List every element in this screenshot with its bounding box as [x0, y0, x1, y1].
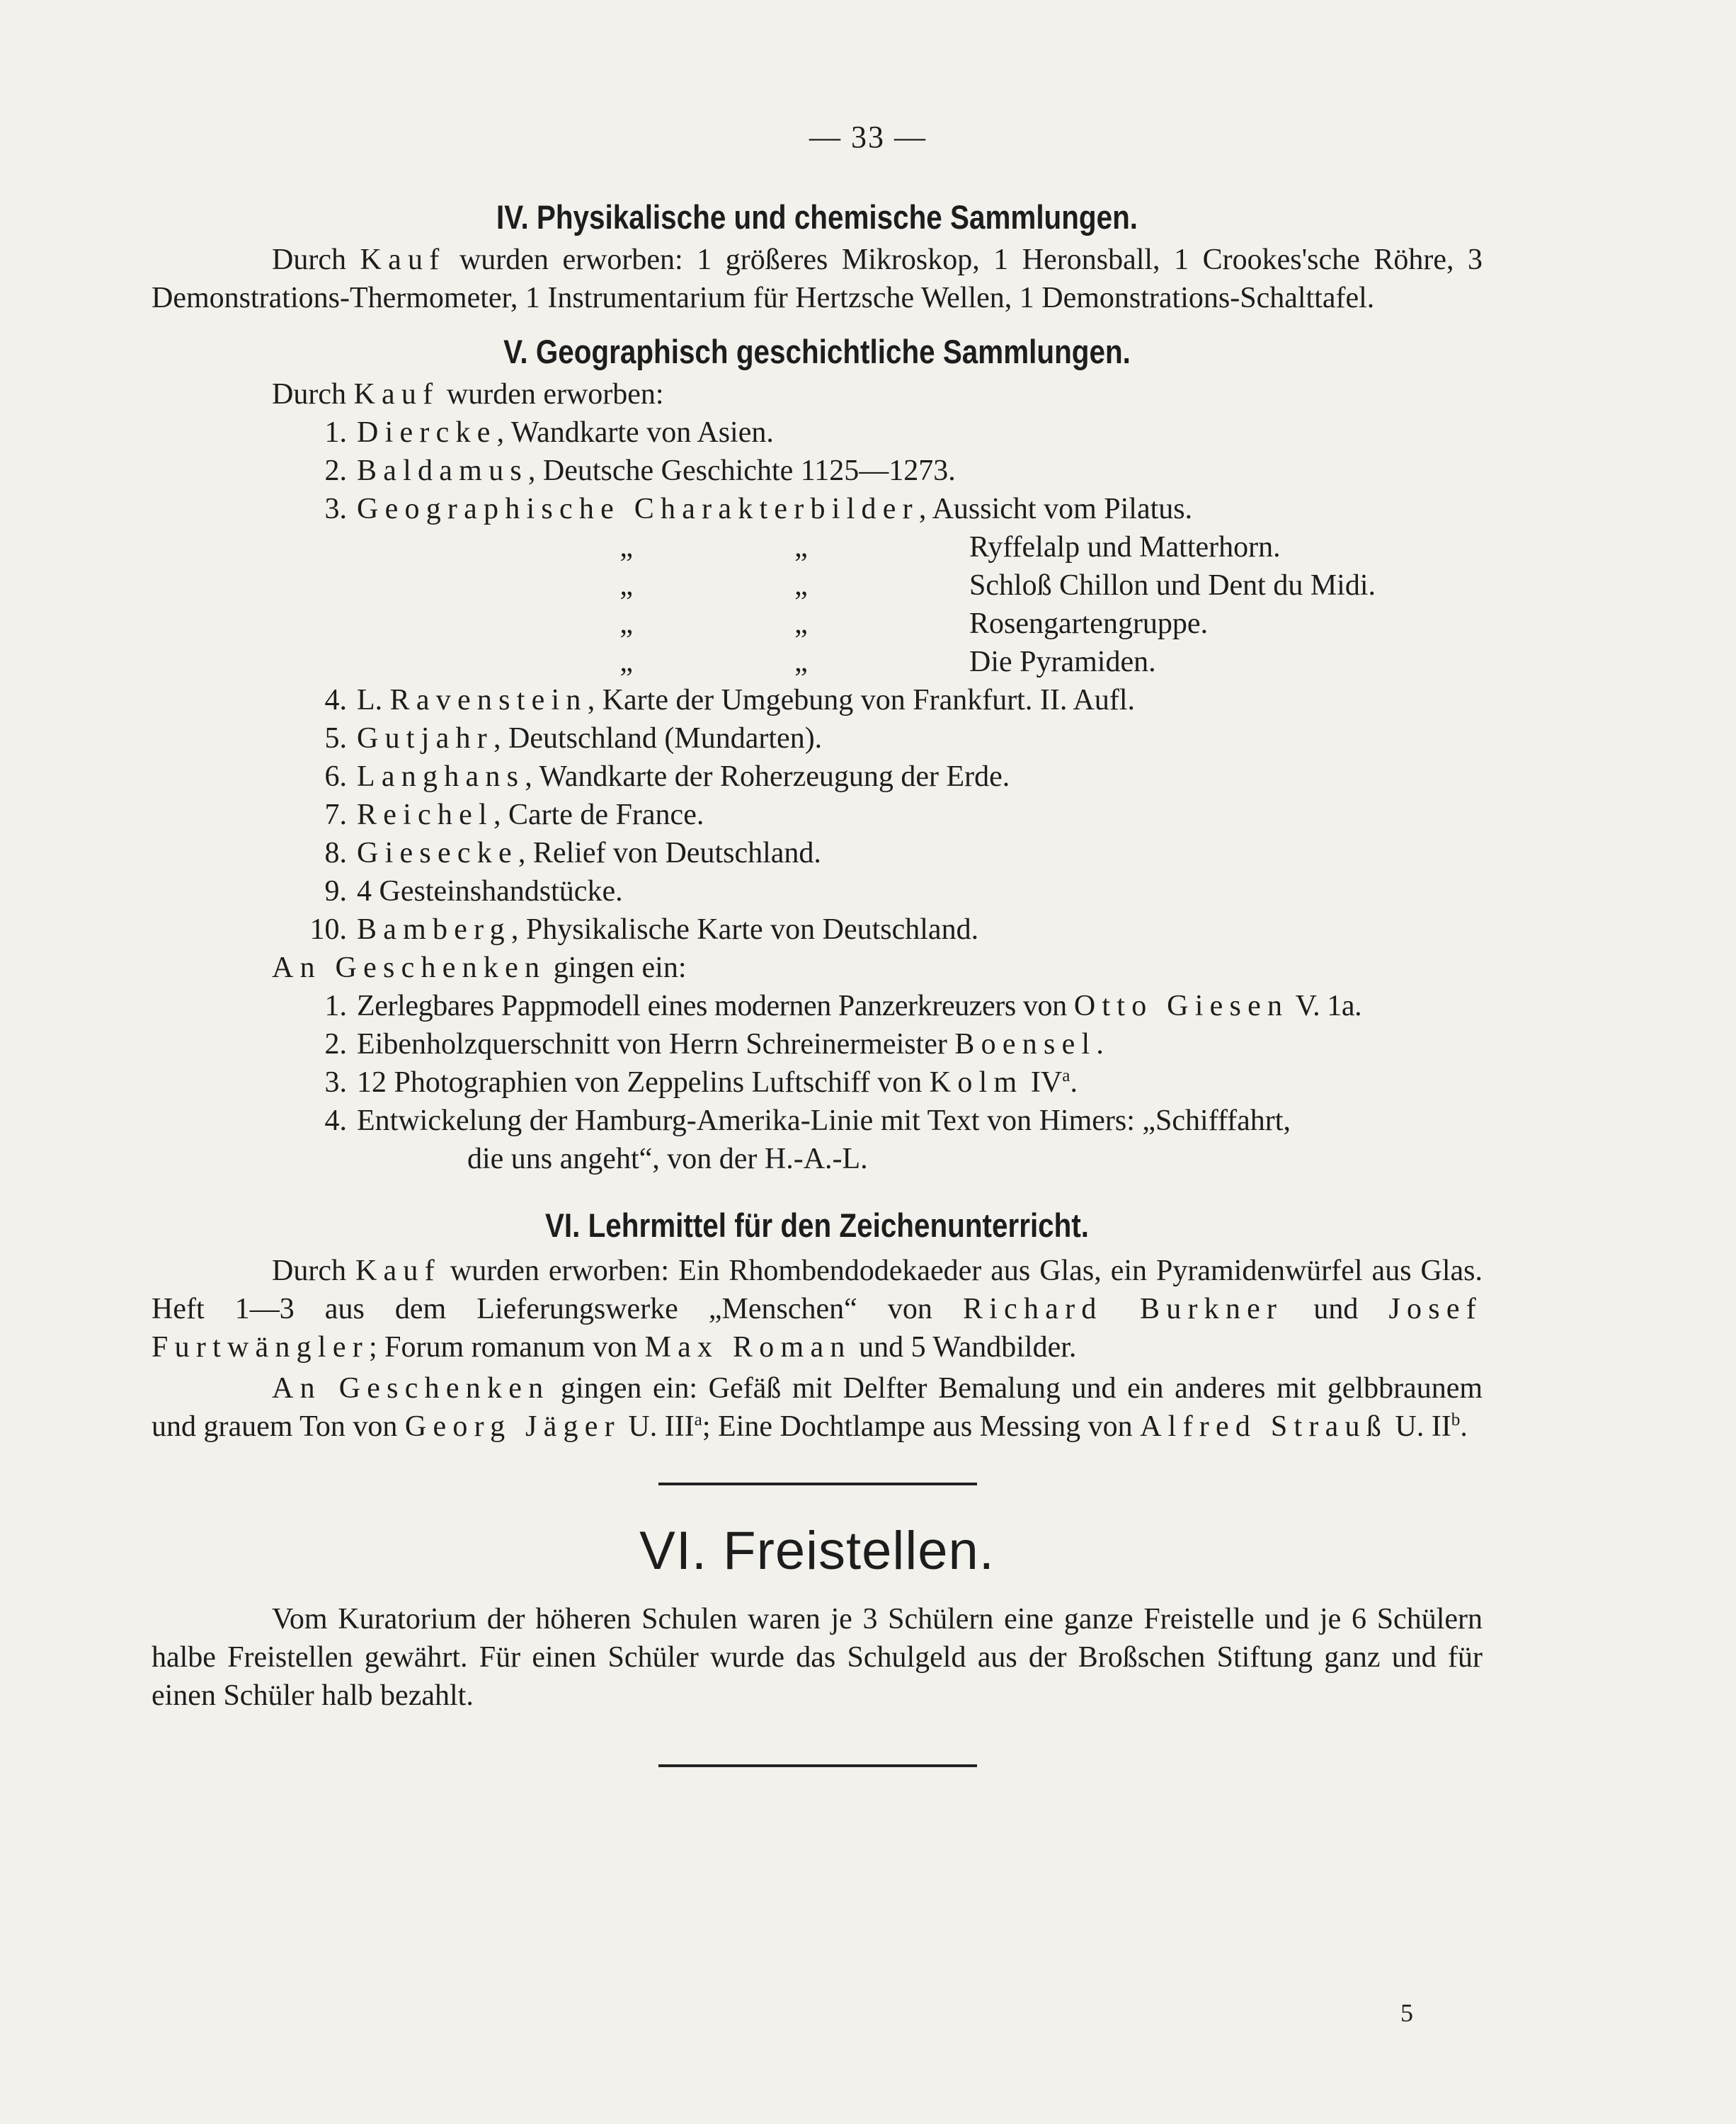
ditto-text: Schloß Chillon und Dent du Midi.: [969, 569, 1376, 602]
list-item: [152, 987, 1483, 1025]
item-text: Zerlegbares Pappmodell eines modernen Panzerkreuzers von: [357, 990, 1074, 1022]
intro-word: Durch: [272, 378, 346, 411]
item-author: Gutjahr: [357, 722, 493, 755]
item-number: 1.: [324, 990, 347, 1022]
item-tail: V. 1a.: [1289, 990, 1362, 1022]
ditto-mark: „: [794, 607, 808, 640]
item-text: , Wandkarte von Asien.: [496, 416, 774, 449]
list-item: [152, 719, 1483, 758]
item-text: , Deutsche Geschichte 1125—1273.: [527, 455, 956, 487]
person-name: Georg Jäger: [404, 1410, 621, 1443]
item-tail: .: [1070, 1066, 1078, 1099]
signature-mark: 5: [1400, 1999, 1413, 2027]
superscript: a: [1062, 1066, 1070, 1085]
paragraph-text: .: [1460, 1410, 1468, 1443]
item-text: , Carte de France.: [493, 799, 704, 831]
person-name: Josef Furtwängler: [152, 1293, 1483, 1364]
item-text: , Wandkarte der Roherzeugung der Erde.: [525, 760, 1010, 793]
item-content: [357, 1063, 1483, 1102]
item-text: , Aussicht vom Pilatus.: [918, 493, 1193, 525]
item-number: 4.: [324, 1104, 347, 1137]
section-heading-v: V. Geographisch geschichtliche Sammlungen.: [503, 333, 1131, 370]
item-number: 10.: [309, 913, 347, 946]
person-name: Richard Burkner: [963, 1293, 1284, 1325]
item-number: 9.: [324, 875, 347, 908]
list-item: [152, 1063, 1483, 1102]
list-item: [152, 452, 1483, 490]
item-donor: Boensel: [954, 1028, 1097, 1061]
intro-word: Durch: [272, 244, 346, 276]
list-item: [152, 796, 1483, 834]
superscript: b: [1451, 1410, 1461, 1429]
paragraph-text: wurden erworben: Ein Rhombendodekaeder aus Glas, ein Pyramidenwürfel aus Glas. Heft 1—3 aus dem Lieferungswerke „Menschen“ von: [152, 1255, 1483, 1325]
ditto-mark: „: [619, 607, 633, 640]
item-author: Reichel: [357, 799, 493, 831]
item-author: Giesecke: [357, 837, 518, 869]
item-text: , Relief von Deutschland.: [518, 837, 821, 869]
item-content: [357, 834, 1483, 872]
item-number: 2.: [324, 1028, 347, 1061]
item-number: 2.: [324, 455, 347, 487]
purchase-list: [152, 413, 1483, 949]
item-content: [357, 681, 1483, 719]
gifts-list: [152, 987, 1483, 1178]
item-content: [357, 987, 1483, 1025]
item-author: Diercke: [357, 416, 497, 449]
intro-spaced-word: Kauf: [360, 244, 446, 276]
page-number: — 33 —: [809, 120, 927, 154]
gifts-spaced-word: An Geschenken: [272, 952, 547, 984]
item-prefix: L.: [357, 684, 390, 716]
ditto-mark: „: [619, 531, 633, 564]
list-item: [152, 413, 1483, 452]
item-content: [357, 758, 1483, 796]
item-text: 12 Photographien von Zeppelins Luftschiff von: [357, 1066, 930, 1099]
page-body: [152, 198, 1483, 1767]
intro-spaced-word: An Geschenken: [272, 1372, 550, 1405]
item-content: [357, 1102, 1483, 1140]
item-content: [357, 910, 1483, 949]
ditto-mark: „: [619, 569, 633, 602]
ditto-text: Die Pyramiden.: [969, 646, 1156, 678]
ditto-mark: „: [794, 569, 808, 602]
item-content: [357, 872, 1483, 910]
item-text: , Physikalische Karte von Deutschland.: [510, 913, 979, 946]
ditto-mark: „: [794, 531, 808, 564]
intro-text: wurden erworben: 1 größeres Mikroskop, 1 Heronsball, 1 Crookes'sche Röhre, 3 Demonstrations-Thermometer, 1 Instrumentarium für Hertzsche Wellen, 1 Demonstrations-Schalttafel.: [152, 244, 1483, 314]
divider-rule: [658, 1483, 977, 1485]
section-iv-paragraph: [152, 241, 1483, 317]
superscript: a: [694, 1410, 702, 1429]
item-content: [357, 452, 1483, 490]
person-name: Max Roman: [644, 1331, 852, 1364]
item-content: [357, 413, 1483, 452]
ditto-mark: „: [619, 646, 633, 678]
item-tail: IV: [1023, 1066, 1063, 1099]
item-author: Ravenstein: [389, 684, 588, 716]
intro-spaced-word: Kauf: [355, 1255, 441, 1287]
item-number: 4.: [324, 684, 347, 716]
item-text: Eibenholzquerschnitt von Herrn Schreinermeister: [357, 1028, 955, 1061]
list-item: [152, 758, 1483, 796]
class-label: U. II: [1395, 1410, 1451, 1443]
section-heading-iv: IV. Physikalische und chemische Sammlungen.: [496, 198, 1138, 236]
section-vi-paragraph-2: [152, 1369, 1483, 1446]
item-text: 4 Gesteinshandstücke.: [357, 875, 623, 908]
item-author: Bamberg: [357, 913, 511, 946]
item-author: Baldamus: [357, 455, 528, 487]
paragraph-text: und: [1313, 1293, 1359, 1325]
gifts-intro: [152, 949, 1483, 987]
list-item: [152, 681, 1483, 719]
list-item: [152, 490, 1483, 528]
freistellen-title: VI. Freistellen.: [639, 1521, 995, 1581]
freistellen-paragraph: Vom Kuratorium der höheren Schulen waren je 3 Schülern eine ganze Freistelle und je 6 Schülern halbe Freistellen gewährt. Für einen Schüler wurde das Schulgeld aus der Broßschen Stiftung ganz und für einen Schüler halb bezahlt.: [152, 1603, 1483, 1712]
person-name: Alfred Strauß: [1140, 1410, 1388, 1443]
section-v-intro: [152, 375, 1483, 413]
item-content: [357, 490, 1483, 528]
paragraph-text: und 5 Wandbilder.: [859, 1331, 1077, 1364]
item-number: 3.: [324, 1066, 347, 1099]
paragraph-text: gingen ein: Gefäß mit Delfter Bemalung und ein anderes mit gelbbraunem und grauem Ton von: [152, 1372, 1483, 1443]
ditto-row: [152, 528, 1483, 566]
divider-rule: [658, 1764, 977, 1767]
item-donor: Otto Giesen: [1073, 990, 1289, 1022]
ditto-row: [152, 605, 1483, 643]
section-heading-vi: VI. Lehrmittel für den Zeichenunterricht.: [544, 1206, 1090, 1244]
ditto-text: Rosengartengruppe.: [969, 607, 1209, 640]
item-content: [357, 719, 1483, 758]
ditto-mark: „: [794, 646, 808, 678]
list-item: [152, 1025, 1483, 1063]
list-item: [152, 1102, 1483, 1140]
list-item-continuation: die uns angeht“, von der H.-A.-L.: [467, 1143, 868, 1175]
paragraph-text: ; Forum romanum von: [368, 1331, 638, 1364]
item-number: 3.: [324, 493, 347, 525]
item-number: 8.: [324, 837, 347, 869]
gifts-text: gingen ein:: [553, 952, 687, 984]
section-vi-paragraph-1: [152, 1252, 1483, 1366]
ditto-row: [152, 566, 1483, 605]
item-content: [357, 796, 1483, 834]
item-donor: Kolm: [929, 1066, 1024, 1099]
ditto-text: Ryffelalp und Matterhorn.: [969, 531, 1281, 564]
list-item: [152, 910, 1483, 949]
intro-spaced-word: Kauf: [353, 378, 440, 411]
item-text: Entwickelung der Hamburg-Amerika-Linie mit Text von Himers: „Schifffahrt,: [357, 1104, 1291, 1137]
list-item: [152, 872, 1483, 910]
item-text: , Karte der Umgebung von Frankfurt. II. Aufl.: [587, 684, 1135, 716]
item-author: Geographische Charakterbilder: [357, 493, 919, 525]
item-number: 7.: [324, 799, 347, 831]
item-number: 1.: [324, 416, 347, 449]
ditto-row: [152, 643, 1483, 681]
list-item: [152, 834, 1483, 872]
item-text: , Deutschland (Mundarten).: [493, 722, 823, 755]
intro-word: Durch: [272, 1255, 346, 1287]
item-tail: .: [1096, 1028, 1104, 1061]
intro-text: wurden erworben:: [446, 378, 664, 411]
item-content: [357, 1025, 1483, 1063]
item-author: Langhans: [357, 760, 525, 793]
paragraph-text: ; Eine Dochtlampe aus Messing von: [702, 1410, 1133, 1443]
item-number: 6.: [324, 760, 347, 793]
class-label: U. III: [628, 1410, 695, 1443]
item-number: 5.: [324, 722, 347, 755]
